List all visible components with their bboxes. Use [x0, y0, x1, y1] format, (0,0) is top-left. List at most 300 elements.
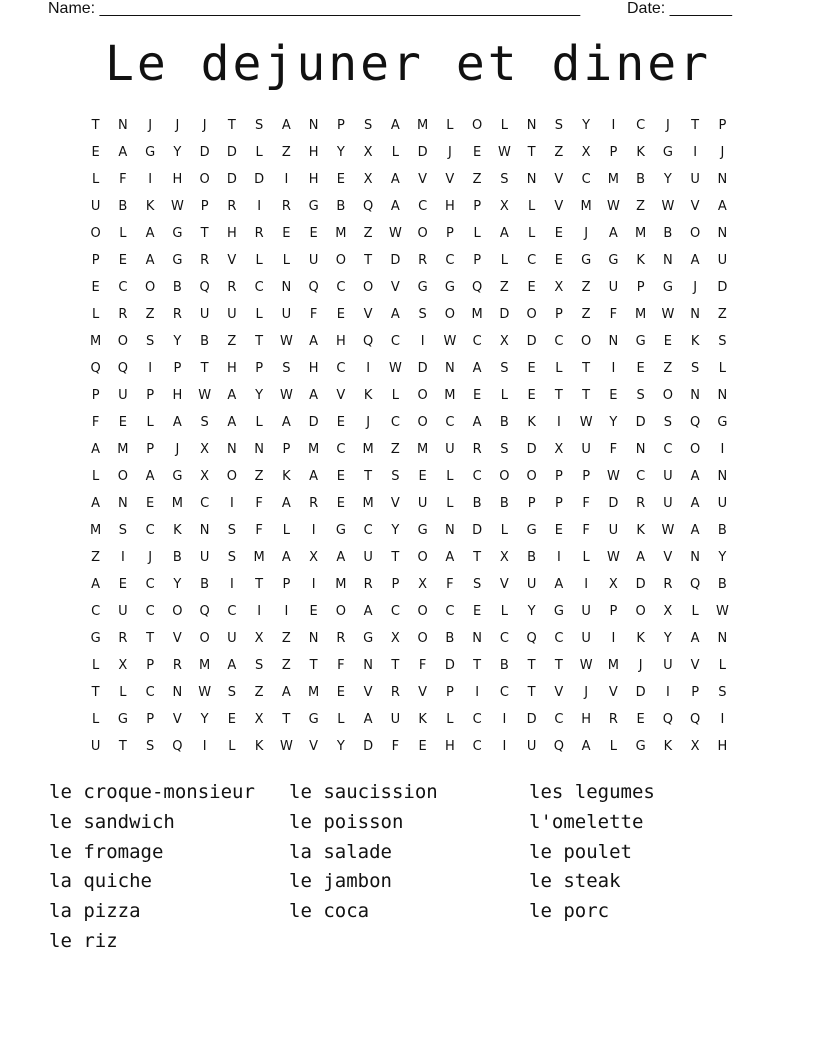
grid-letter: P	[255, 361, 264, 376]
grid-letter: U	[90, 199, 101, 214]
grid-letter: N	[118, 496, 128, 511]
grid-letter: K	[636, 631, 645, 646]
grid-letter: H	[335, 334, 346, 349]
grid-letter: I	[693, 145, 698, 160]
grid-letter: R	[608, 712, 618, 727]
grid-letter: Z	[91, 550, 101, 565]
word-list	[49, 778, 769, 957]
grid-letter: W	[279, 739, 293, 754]
grid-letter: C	[200, 496, 210, 511]
grid-row	[82, 706, 736, 733]
grid-letter: T	[118, 739, 127, 754]
grid-letter: S	[363, 118, 373, 133]
grid-letter: F	[309, 307, 318, 322]
grid-letter: A	[636, 550, 646, 565]
grid-letter: Q	[690, 577, 701, 592]
grid-letter: D	[472, 523, 483, 538]
grid-letter: Z	[581, 307, 591, 322]
grid-row	[82, 409, 736, 436]
grid-letter: S	[718, 685, 727, 700]
grid-row	[82, 463, 736, 490]
grid-letter: C	[445, 415, 455, 430]
grid-letter: E	[336, 307, 345, 322]
grid-letter: I	[556, 415, 561, 430]
grid-letter: U	[90, 739, 101, 754]
grid-letter: D	[254, 172, 265, 187]
grid-letter: A	[309, 388, 319, 403]
grid-letter: C	[499, 631, 509, 646]
grid-letter: X	[254, 631, 264, 646]
grid-letter: E	[609, 388, 618, 403]
grid-letter: T	[309, 658, 318, 673]
grid-letter: S	[254, 118, 264, 133]
grid-letter: A	[309, 334, 319, 349]
grid-letter: A	[309, 469, 319, 484]
grid-letter: S	[500, 442, 509, 457]
grid-letter: A	[363, 604, 373, 619]
grid-letter: W	[661, 199, 675, 214]
grid-row	[82, 544, 736, 571]
grid-letter: E	[309, 604, 318, 619]
grid-letter: P	[146, 712, 155, 727]
grid-letter: O	[145, 280, 156, 295]
grid-letter: T	[554, 658, 563, 673]
grid-letter: N	[690, 307, 700, 322]
grid-letter: D	[363, 739, 374, 754]
grid-letter: E	[527, 388, 536, 403]
grid-letter: I	[420, 334, 425, 349]
grid-letter: C	[554, 712, 564, 727]
grid-letter: I	[229, 496, 234, 511]
grid-letter: T	[582, 361, 591, 376]
grid-letter: D	[635, 415, 646, 430]
grid-letter: R	[254, 226, 264, 241]
grid-letter: G	[662, 145, 673, 160]
grid-letter: M	[90, 523, 102, 538]
grid-letter: O	[335, 253, 346, 268]
grid-letter: M	[635, 307, 647, 322]
grid-letter: P	[336, 118, 345, 133]
grid-letter: K	[145, 199, 155, 214]
grid-letter: X	[499, 550, 509, 565]
date-field-label: Date: _______	[627, 0, 732, 17]
grid-letter: I	[202, 739, 207, 754]
grid-letter: P	[282, 577, 291, 592]
grid-letter: G	[717, 415, 728, 430]
grid-letter: M	[417, 118, 429, 133]
grid-row	[82, 220, 736, 247]
grid-letter: M	[308, 442, 320, 457]
grid-letter: V	[499, 577, 509, 592]
grid-letter: O	[417, 415, 428, 430]
word-list-item: le coca	[289, 900, 370, 923]
grid-letter: H	[581, 712, 592, 727]
grid-letter: X	[663, 604, 673, 619]
grid-letter: L	[528, 199, 536, 214]
word-list-item: le poisson	[289, 810, 404, 833]
grid-letter: I	[284, 604, 289, 619]
grid-letter: U	[308, 253, 319, 268]
grid-letter: A	[690, 523, 700, 538]
grid-letter: A	[145, 226, 155, 241]
grid-letter: M	[253, 550, 265, 565]
word-list-item: le porc	[529, 900, 610, 923]
grid-letter: I	[611, 631, 616, 646]
grid-letter: B	[336, 199, 346, 214]
grid-letter: I	[502, 739, 507, 754]
grid-letter: R	[663, 577, 673, 592]
grid-letter: X	[309, 550, 319, 565]
grid-letter: L	[446, 712, 454, 727]
grid-letter: W	[388, 226, 402, 241]
grid-letter: M	[308, 685, 320, 700]
grid-letter: P	[691, 685, 700, 700]
grid-letter: O	[581, 334, 592, 349]
grid-letter: O	[199, 172, 210, 187]
grid-letter: A	[172, 415, 182, 430]
grid-letter: J	[175, 118, 180, 133]
grid-letter: P	[473, 253, 482, 268]
grid-letter: Z	[636, 199, 646, 214]
grid-letter: G	[90, 631, 101, 646]
grid-letter: N	[526, 172, 537, 187]
grid-letter: E	[473, 388, 482, 403]
grid-letter: B	[472, 496, 482, 511]
grid-letter: T	[527, 658, 536, 673]
grid-letter: C	[527, 253, 537, 268]
grid-letter: I	[556, 550, 561, 565]
grid-letter: F	[418, 658, 427, 673]
grid-row	[82, 598, 736, 625]
grid-letter: L	[691, 604, 699, 619]
grid-letter: D	[417, 361, 428, 376]
grid-letter: Z	[581, 280, 591, 295]
grid-letter: O	[117, 469, 128, 484]
grid-letter: G	[417, 280, 428, 295]
grid-letter: M	[199, 658, 211, 673]
grid-letter: P	[91, 388, 100, 403]
grid-letter: G	[145, 145, 156, 160]
grid-letter: C	[554, 631, 564, 646]
grid-letter: I	[148, 361, 153, 376]
grid-letter: B	[717, 577, 727, 592]
grid-letter: O	[363, 280, 374, 295]
grid-letter: M	[362, 442, 374, 457]
grid-letter: C	[336, 442, 346, 457]
grid-letter: E	[91, 145, 100, 160]
grid-letter: N	[254, 442, 264, 457]
grid-letter: O	[417, 550, 428, 565]
grid-letter: F	[337, 658, 345, 673]
grid-letter: C	[363, 523, 373, 538]
grid-letter: M	[417, 442, 429, 457]
grid-letter: E	[336, 172, 345, 187]
grid-letter: R	[336, 631, 346, 646]
grid-letter: U	[227, 631, 237, 646]
grid-letter: S	[500, 172, 509, 187]
grid-letter: C	[636, 118, 646, 133]
grid-letter: R	[200, 253, 210, 268]
grid-letter: V	[418, 172, 428, 187]
grid-letter: C	[445, 604, 455, 619]
grid-letter: A	[363, 712, 373, 727]
grid-letter: C	[472, 712, 482, 727]
grid-letter: D	[444, 658, 455, 673]
grid-letter: W	[198, 685, 212, 700]
grid-letter: E	[473, 145, 482, 160]
grid-letter: N	[690, 550, 700, 565]
grid-letter: C	[91, 604, 101, 619]
grid-letter: C	[118, 280, 128, 295]
grid-letter: I	[284, 172, 289, 187]
grid-letter: S	[636, 388, 645, 403]
grid-letter: P	[173, 361, 182, 376]
grid-letter: L	[282, 253, 290, 268]
grid-letter: V	[608, 685, 618, 700]
grid-letter: W	[579, 415, 593, 430]
grid-letter: T	[554, 388, 563, 403]
grid-letter: N	[717, 226, 728, 241]
grid-letter: U	[690, 172, 700, 187]
word-list-item: le croque-monsieur	[49, 781, 255, 803]
grid-letter: B	[636, 172, 646, 187]
grid-letter: L	[500, 604, 508, 619]
grid-letter: A	[281, 685, 291, 700]
grid-letter: Y	[200, 712, 209, 727]
grid-letter: V	[554, 172, 564, 187]
grid-letter: L	[391, 388, 399, 403]
grid-letter: E	[282, 226, 291, 241]
grid-letter: C	[390, 334, 400, 349]
grid-letter: K	[663, 739, 673, 754]
grid-letter: N	[308, 631, 319, 646]
grid-letter: C	[145, 577, 155, 592]
grid-letter: S	[145, 334, 155, 349]
grid-letter: S	[118, 523, 127, 538]
grid-letter: Z	[227, 334, 237, 349]
grid-letter: C	[336, 361, 346, 376]
grid-letter: B	[200, 334, 210, 349]
grid-letter: I	[611, 118, 616, 133]
grid-letter: K	[636, 523, 645, 538]
grid-letter: D	[635, 685, 646, 700]
grid-letter: B	[172, 280, 182, 295]
grid-letter: A	[499, 226, 509, 241]
grid-letter: Y	[173, 145, 182, 160]
grid-letter: T	[146, 631, 155, 646]
grid-letter: C	[472, 739, 482, 754]
grid-letter: K	[636, 145, 645, 160]
grid-letter: I	[665, 685, 670, 700]
grid-letter: K	[418, 712, 427, 727]
grid-letter: H	[172, 172, 183, 187]
grid-letter: G	[117, 712, 128, 727]
grid-letter: D	[526, 712, 537, 727]
grid-letter: A	[554, 577, 564, 592]
grid-letter: X	[554, 442, 564, 457]
grid-row	[82, 355, 736, 382]
grid-letter: C	[336, 280, 346, 295]
grid-letter: P	[146, 658, 155, 673]
grid-letter: A	[227, 415, 237, 430]
grid-letter: B	[499, 415, 509, 430]
grid-letter: W	[606, 550, 620, 565]
grid-letter: W	[198, 388, 212, 403]
grid-letter: L	[228, 739, 236, 754]
grid-letter: N	[635, 442, 646, 457]
grid-letter: S	[227, 523, 236, 538]
grid-letter: F	[255, 496, 263, 511]
grid-letter: C	[227, 604, 237, 619]
grid-letter: A	[91, 496, 101, 511]
grid-letter: A	[690, 496, 700, 511]
grid-letter: P	[282, 442, 291, 457]
grid-letter: A	[717, 199, 727, 214]
grid-letter: J	[175, 442, 180, 457]
grid-letter: D	[717, 280, 728, 295]
grid-letter: A	[690, 631, 700, 646]
grid-letter: P	[636, 280, 645, 295]
name-field-label: Name: ______________________________________________________	[48, 0, 581, 17]
grid-letter: Y	[336, 145, 345, 160]
grid-letter: R	[227, 199, 237, 214]
grid-letter: B	[172, 550, 182, 565]
grid-letter: A	[608, 226, 618, 241]
grid-letter: B	[663, 226, 673, 241]
grid-row	[82, 328, 736, 355]
grid-letter: D	[499, 307, 510, 322]
grid-letter: Z	[390, 442, 400, 457]
grid-letter: A	[227, 658, 237, 673]
grid-letter: A	[118, 145, 128, 160]
grid-letter: L	[555, 361, 563, 376]
grid-letter: L	[282, 523, 290, 538]
grid-letter: L	[500, 118, 508, 133]
grid-letter: I	[257, 604, 262, 619]
grid-letter: N	[717, 469, 728, 484]
grid-letter: S	[391, 469, 400, 484]
grid-letter: K	[363, 388, 373, 403]
grid-row	[82, 517, 736, 544]
grid-letter: U	[227, 307, 237, 322]
grid-letter: A	[336, 550, 346, 565]
grid-letter: F	[582, 496, 590, 511]
word-list-item: les legumes	[529, 781, 655, 803]
grid-letter: R	[418, 253, 428, 268]
grid-letter: O	[499, 469, 510, 484]
grid-letter: C	[472, 334, 482, 349]
grid-letter: C	[145, 685, 155, 700]
grid-letter: C	[472, 469, 482, 484]
grid-letter: J	[202, 118, 207, 133]
grid-letter: X	[499, 334, 509, 349]
grid-row	[82, 436, 736, 463]
grid-letter: G	[308, 712, 319, 727]
grid-letter: O	[690, 226, 701, 241]
grid-letter: I	[311, 523, 316, 538]
grid-letter: H	[444, 199, 455, 214]
word-list-item: le saucission	[289, 781, 438, 803]
grid-letter: P	[445, 685, 454, 700]
grid-letter: P	[609, 604, 618, 619]
grid-letter: D	[526, 442, 537, 457]
grid-letter: G	[335, 523, 346, 538]
grid-letter: T	[282, 712, 291, 727]
grid-letter: T	[91, 118, 100, 133]
grid-letter: N	[363, 658, 373, 673]
grid-letter: X	[554, 280, 564, 295]
grid-row	[82, 139, 736, 166]
grid-letter: T	[473, 550, 482, 565]
grid-letter: A	[281, 415, 291, 430]
grid-letter: G	[635, 739, 646, 754]
grid-letter: V	[690, 199, 700, 214]
grid-letter: U	[199, 307, 210, 322]
grid-letter: Y	[527, 604, 536, 619]
grid-letter: H	[226, 226, 237, 241]
grid-letter: I	[720, 712, 725, 727]
grid-letter: H	[444, 739, 455, 754]
grid-letter: S	[145, 739, 155, 754]
grid-letter: U	[608, 523, 619, 538]
grid-letter: L	[92, 172, 100, 187]
grid-letter: Z	[281, 658, 291, 673]
grid-letter: H	[172, 388, 183, 403]
grid-row	[82, 193, 736, 220]
grid-letter: Q	[526, 631, 537, 646]
grid-letter: R	[636, 496, 646, 511]
grid-letter: W	[388, 361, 402, 376]
grid-row	[82, 571, 736, 598]
grid-letter: J	[720, 145, 725, 160]
grid-letter: L	[500, 253, 508, 268]
grid-letter: Q	[690, 415, 701, 430]
grid-letter: U	[199, 550, 210, 565]
grid-letter: I	[611, 361, 616, 376]
grid-letter: Z	[363, 226, 373, 241]
grid-letter: L	[718, 658, 726, 673]
grid-letter: V	[418, 685, 428, 700]
grid-letter: H	[308, 145, 319, 160]
grid-letter: L	[92, 712, 100, 727]
grid-letter: C	[445, 253, 455, 268]
grid-letter: O	[417, 631, 428, 646]
grid-letter: F	[582, 523, 590, 538]
grid-letter: V	[363, 685, 373, 700]
grid-letter: O	[662, 388, 673, 403]
grid-letter: R	[172, 307, 182, 322]
grid-letter: R	[172, 658, 182, 673]
grid-letter: L	[718, 361, 726, 376]
word-search-grid	[82, 112, 736, 760]
grid-letter: E	[336, 496, 345, 511]
grid-letter: L	[446, 469, 454, 484]
grid-letter: A	[281, 496, 291, 511]
grid-letter: S	[663, 415, 672, 430]
grid-letter: G	[635, 334, 646, 349]
grid-letter: U	[581, 442, 591, 457]
grid-letter: P	[146, 388, 155, 403]
grid-letter: E	[336, 685, 345, 700]
grid-letter: Q	[308, 280, 319, 295]
grid-letter: P	[200, 199, 209, 214]
grid-letter: B	[499, 658, 509, 673]
grid-letter: H	[308, 172, 319, 187]
grid-letter: O	[472, 118, 483, 133]
grid-letter: C	[418, 199, 428, 214]
grid-letter: V	[390, 280, 400, 295]
grid-letter: V	[445, 172, 455, 187]
